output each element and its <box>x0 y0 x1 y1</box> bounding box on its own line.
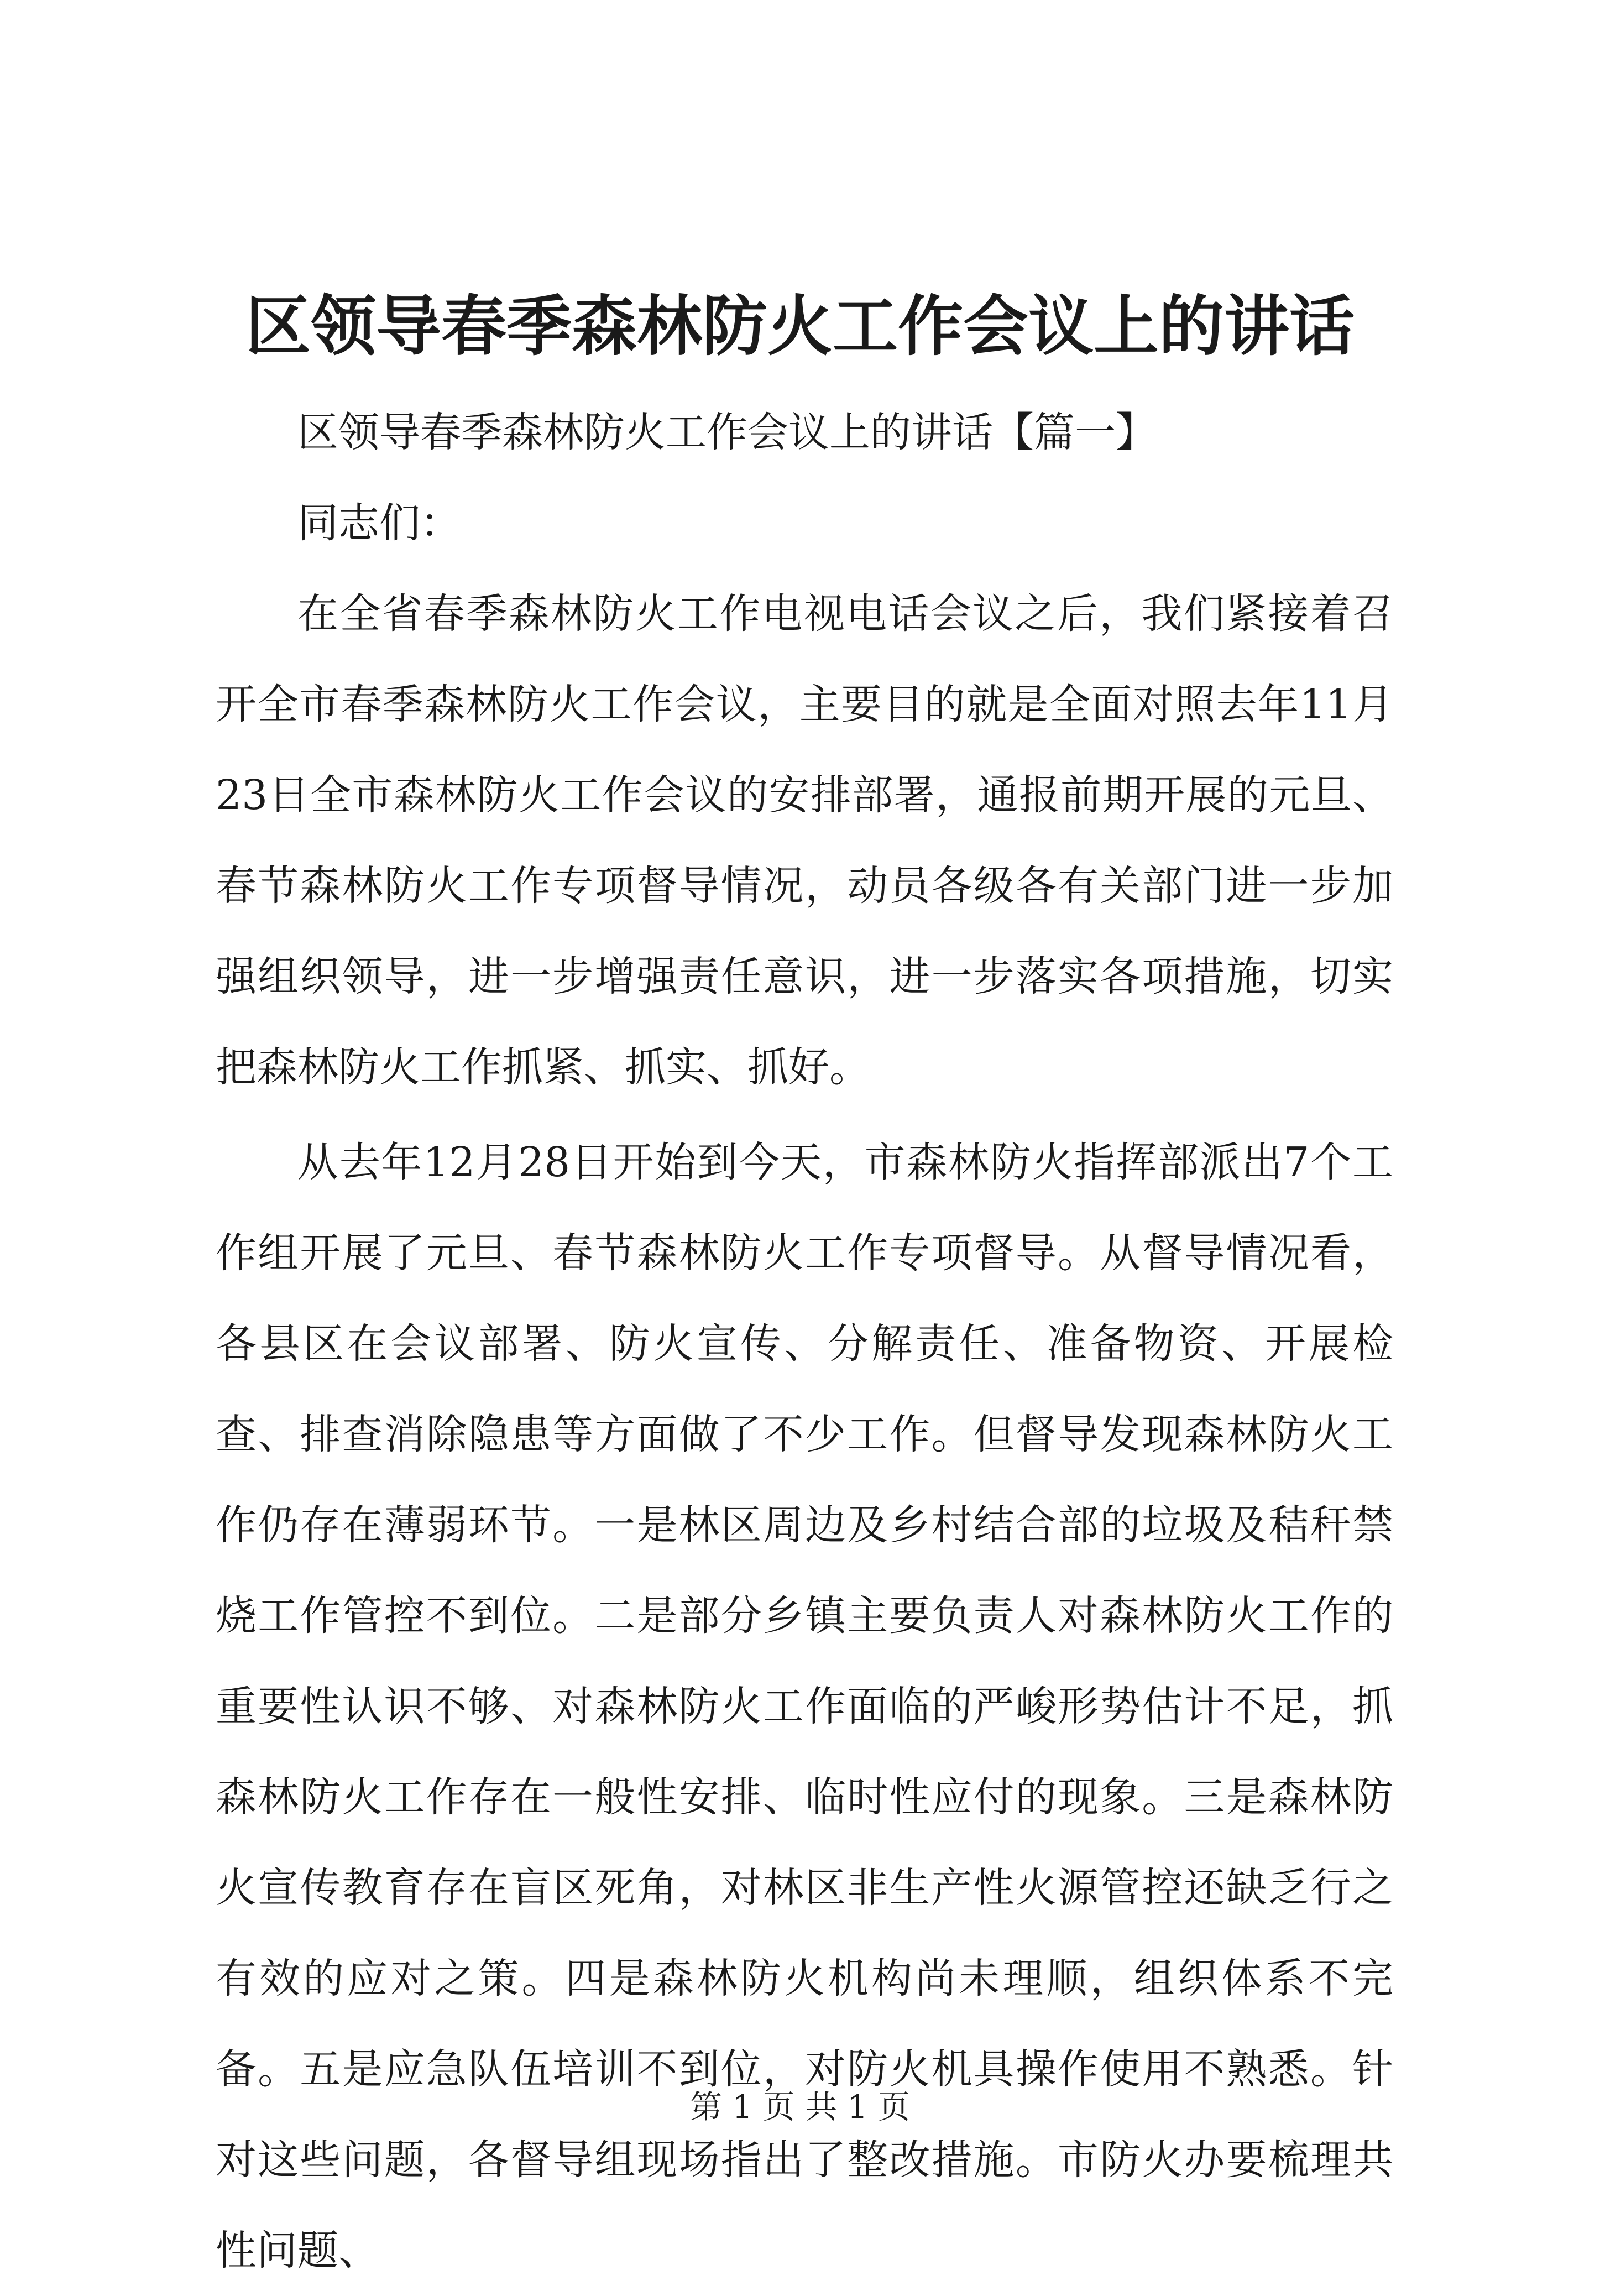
document-body <box>216 387 1393 2296</box>
paragraph-1: 在全省春季森林防火工作电视电话会议之后，我们紧接着召开全市春季森林防火工作会议，主要目的就是全面对照去年11月23日全市森林防火工作会议的安排部署，通报前期开展的元旦、春节森林防火工作专项督导情况，动员各级各有关部门进一步加强组织领导，进一步增强责任意识，进一步落实各项措施，切实把森林防火工作抓紧、抓实、抓好。 <box>216 590 1393 1091</box>
subtitle-line: 区领导春季森林防火工作会议上的讲话【篇一】 <box>297 409 1157 456</box>
salutation: 同志们： <box>297 499 461 547</box>
document-title: 区领导春季森林防火工作会议上的讲话 <box>245 288 1355 364</box>
paragraph-2: 从去年12月28日开始到今天，市森林防火指挥部派出7个工作组开展了元旦、春节森林防火工作专项督导。从督导情况看，各县区在会议部署、防火宣传、分解责任、准备物资、开展检查、排查消除隐患等方面做了不少工作。但督导发现森林防火工作仍存在薄弱环节。一是林区周边及乡村结合部的垃圾及秸秆禁烧工作管控不到位。二是部分乡镇主要负责人对森林防火工作的重要性认识不够、对森林防火工作面临的严峻形势估计不足，抓森林防火工作存在一般性安排、临时性应付的现象。三是森林防火宣传教育存在盲区死角，对林区非生产性火源管控还缺乏行之有效的应对之策。四是森林防火机构尚未理顺，组织体系不完备。五是应急队伍培训不到位，对防火机具操作使用不熟悉。针对这些问题，各督导组现场指出了整改措施。市防火办要梳理共性问题、 <box>216 1139 1393 2274</box>
page-footer: 第 1 页 共 1 页 <box>690 2088 910 2126</box>
